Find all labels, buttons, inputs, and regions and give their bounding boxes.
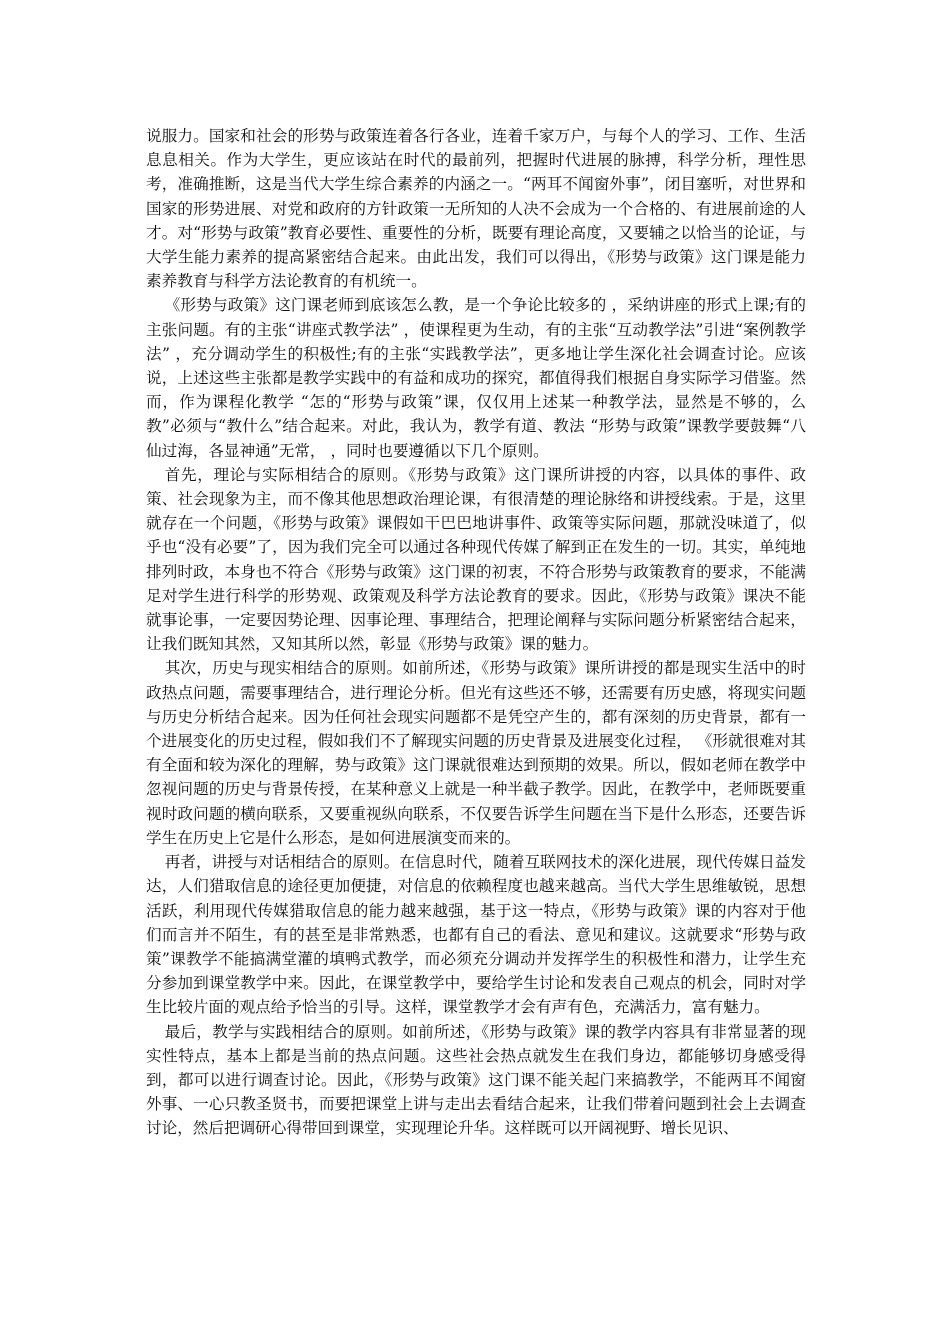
paragraph-lecture-dialogue: 再者，讲授与对话相结合的原则。在信息时代，随着互联网技术的深化进展，现代传媒日益发达，人们猎取信息的途径更加便捷，对信息的依赖程度也越来越高。当代大学生思维敏锐，思想活跃，利用现代传媒猎取信息的能力越来越强，基于这一特点，《形势与政策》课的内容对于他们而言并不陌生，有的甚至是非常熟悉，也都有自己的看法、意见和建议。这就要求“形势与政策”课教学不能搞满堂灌的填鸭式教学，而必须充分调动并发挥学生的积极性和潜力，让学生充分参加到课堂教学中来。因此，在课堂教学中，要给学生讨论和发表自己观点的机会，同时对学生比较片面的观点给予恰当的引导。这样，课堂教学才会有声有色，充满活力，富有魅力。 (146, 853, 806, 1017)
paragraph-teaching-practice: 最后，教学与实践相结合的原则。如前所述，《形势与政策》课的教学内容具有非常显著的现实性特点，基本上都是当前的热点问题。这些社会热点就发生在我们身边，都能够切身感受得到，都可以进行调查讨论。因此，《形势与政策》这门课不能关起门来搞教学，不能两耳不闻窗外事、一心只教圣贤书，而要把课堂上讲与走出去看结合起来，让我们带着问题到社会上去调查讨论，然后把调研心得带回到课堂，实现理论升华。这样既可以开阔视野、增长见识、 (146, 1022, 806, 1138)
paragraph-teaching-methods: 《形势与政策》这门课老师到底该怎么教，是一个争论比较多的 ，采纳讲座的形式上课;有的主张问题。有的主张“讲座式教学法” ，使课程更为生动，有的主张“互动教学法”引进“案例教学法” ，充分调动学生的积极性;有的主张“实践教学法”，更多地让学生深化社会调查讨论。应该说，上述这些主张都是教学实践中的有益和成功的探究，都值得我们根据自身实际学习借鉴。然而，作为课程化教学 “怎的“形势与政策”课，仅仅用上述某一种教学法，显然是不够的，么教”必须与“教什么”结合起来。对此，我认为，教学有道、教法 “形势与政策”课教学要鼓舞“八仙过海，各显神通”无常， ，同时也要遵循以下几个原则。 (146, 296, 806, 460)
paragraph-continuation: 说服力。国家和社会的形势与政策连着各行各业，连着千家万户，与每个人的学习、工作、生活息息相关。作为大学生，更应该站在时代的最前列，把握时代进展的脉搏，科学分析，理性思考，准确推断，这是当代大学生综合素养的内涵之一。“两耳不闻窗外事”，闭目塞听，对世界和国家的形势进展、对党和政府的方针政策一无所知的人决不会成为一个合格的、有进展前途的人才。对“形势与政策”教育必要性、重要性的分析，既要有理论高度，又要辅之以恰当的论证，与大学生能力素养的提高紧密结合起来。由此出发，我们可以得出，《形势与政策》这门课是能力素养教育与科学方法论教育的有机统一。 (146, 127, 806, 291)
paragraph-theory-practice: 首先，理论与实际相结合的原则。《形势与政策》这门课所讲授的内容，以具体的事件、政策、社会现象为主，而不像其他思想政治理论课，有很清楚的理论脉络和讲授线索。于是，这里就存在一个问题，《形势与政策》课假如干巴巴地讲事件、政策等实际问题，那就没味道了，似乎也“没有必要”了，因为我们完全可以通过各种现代传媒了解到正在发生的一切。其实，单纯地排列时政，本身也不符合《形势与政策》这门课的初衷，不符合形势与政策教育的要求，不能满足对学生进行科学的形势观、政策观及科学方法论教育的要求。因此，《形势与政策》课决不能就事论事，一定要因势论理、因事论理、事理结合，把理论阐释与实际问题分析紧密结合起来，让我们既知其然，又知其所以然，彰显《形势与政策》课的魅力。 (146, 465, 806, 654)
paragraph-history-reality: 其次，历史与现实相结合的原则。如前所述，《形势与政策》课所讲授的都是现实生活中的时政热点问题，需要事理结合，进行理论分析。但光有这些还不够，还需要有历史感，将现实问题与历史分析结合起来。因为任何社会现实问题都不是凭空产生的，都有深刻的历史背景，都有一个进展变化的历史过程，假如我们不了解现实问题的历史背景及进展变化过程， 《形就很难对其有全面和较为深化的理解，势与政策》这门课就很难达到预期的效果。所以，假如老师在教学中忽视问题的历史与背景传授，在某种意义上就是一种半截子教学。因此，在教学中，老师既要重视时政问题的横向联系，又要重视纵向联系，不仅要告诉学生问题在当下是什么形态，还要告诉学生在历史上它是什么形态，是如何进展演变而来的。 (146, 659, 806, 847)
body-text (146, 124, 806, 1141)
